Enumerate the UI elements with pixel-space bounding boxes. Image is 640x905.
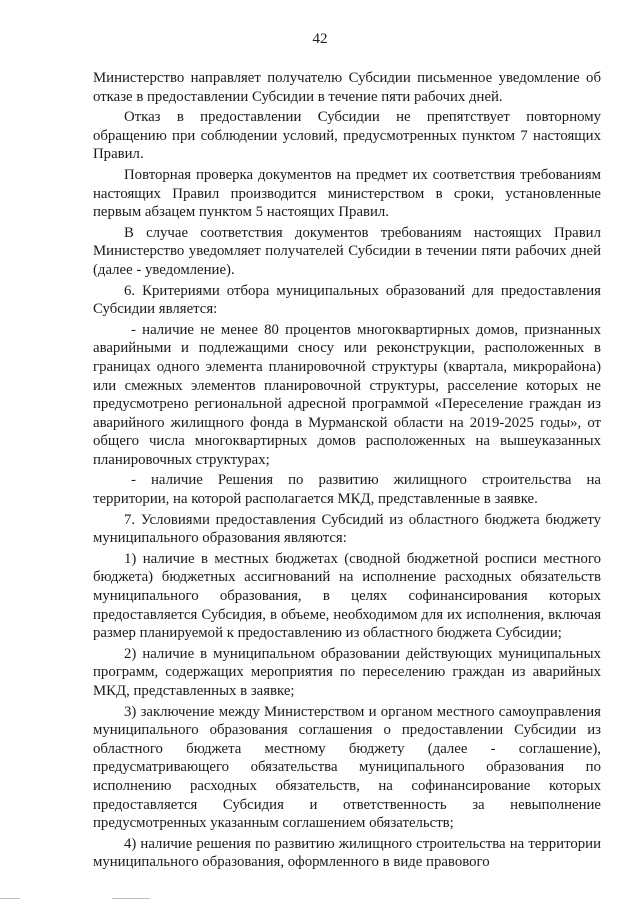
scan-edge-mark [0, 898, 20, 899]
paragraph-section-6-criteria: 6. Критериями отбора муниципальных образований для предоставления Субсидии является: [93, 282, 601, 318]
page-number: 42 [312, 31, 328, 47]
paragraph-condition-2: 2) наличие в муниципальном образовании действующих муниципальных программ, содержащих мероприятия по переселению граждан из аварийных МКД, представленных в заявке; [93, 645, 601, 699]
paragraph-compliance-notice: В случае соответствия документов требованиям настоящих Правил Министерство уведомляет получателей Субсидии в течении пяти рабочих дней (далее - уведомление). [93, 224, 601, 278]
paragraph-condition-1: 1) наличие в местных бюджетах (сводной бюджетной росписи местного бюджета) бюджетных ассигнований на исполнение расходных обязательств муниципального образования, в целях софинансирования которых предоставляется Субсидия, в объеме, необходимом для их исполнения, включая размер планируемой к предоставлению из областного бюджета Субсидии; [93, 550, 601, 642]
paragraph-criterion-development-decision: - наличие Решения по развитию жилищного строительства на территории, на которой располагается МКД, представленные в заявке. [93, 472, 601, 508]
document-body [93, 69, 601, 872]
paragraph-condition-4: 4) наличие решения по развитию жилищного строительства на территории муниципального образования, оформленного в виде правового [93, 835, 601, 871]
paragraph-criterion-emergency-houses: - наличие не менее 80 процентов многоквартирных домов, признанных аварийными и подлежащими сносу или реконструкции, расположенных в границах одного элемента планировочной структуры (квартала, микрорайона) или смежных элементов планировочной структуры, расселение которых не предусмотрено региональной адресной программой «Переселение граждан из аварийного жилищного фонда в Мурманской области на 2019-2025 годы», от общего числа многоквартирных домов расположенных на вышеуказанных планировочных структурах; [93, 321, 601, 468]
paragraph-section-7-conditions: 7. Условиями предоставления Субсидий из областного бюджета бюджету муниципального образования являются: [93, 511, 601, 547]
scan-edge-mark [112, 898, 150, 899]
paragraph-repeat-application: Отказ в предоставлении Субсидии не препятствует повторному обращению при соблюдении условий, предусмотренных пунктом 7 настоящих Правил. [93, 109, 601, 163]
paragraph-condition-3: 3) заключение между Министерством и органом местного самоуправления муниципального образования соглашения о предоставлении Субсидии из областного бюджета местному бюджету (далее - соглашение), предусматривающего обязательства муниципального образования по исполнению расходных обязательств, на софинансирование которых предоставляется Субсидия и ответственность за невыполнение предусмотренных указанным соглашением обязательств; [93, 703, 601, 832]
paragraph-repeat-check: Повторная проверка документов на предмет их соответствия требованиям настоящих Правил производится министерством в сроки, установленные первым абзацем пунктом 5 настоящих Правил. [93, 166, 601, 221]
paragraph-refusal-notice: Министерство направляет получателю Субсидии письменное уведомление об отказе в предоставлении Субсидии в течение пяти рабочих дней. [93, 70, 601, 105]
